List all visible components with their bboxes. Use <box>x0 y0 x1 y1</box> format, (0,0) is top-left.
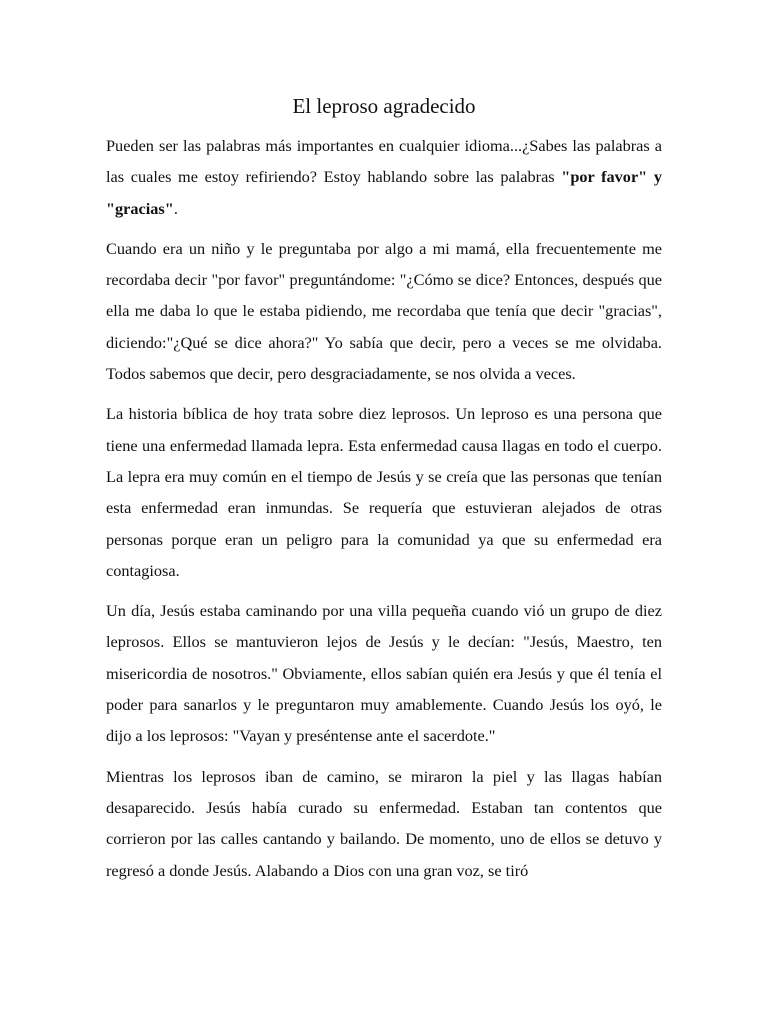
paragraph-4: Un día, Jesús estaba caminando por una villa pequeña cuando vió un grupo de diez leprosos. Ellos se mantuvieron lejos de Jesús y le decían: "Jesús, Maestro, ten misericordia de nosotros." Obviamente, ellos sabían quién era Jesús y que él tenía el poder para sanarlos y le preguntaron muy amablemente. Cuando Jesús los oyó, le dijo a los leprosos: "Vayan y preséntense ante el sacerdote." <box>106 601 662 746</box>
paragraph-1 <box>106 130 662 224</box>
paragraph-5: Mientras los leprosos iban de camino, se miraron la piel y las llagas habían desaparecido. Jesús había curado su enfermedad. Estaban tan contentos que corrieron por las calles cantando y bailando. De momento, uno de ellos se detuvo y regresó a donde Jesús. Alabando a Dios con una gran voz, se tiró <box>106 766 662 880</box>
paragraph-1-bold-words: "por favor" y "gracias" <box>106 167 662 218</box>
paragraph-3: La historia bíblica de hoy trata sobre diez leprosos. Un leproso es una persona que tiene una enfermedad llamada lepra. Esta enfermedad causa llagas en todo el cuerpo. La lepra era muy común en el tiempo de Jesús y se creía que las personas que tenían esta enfermedad eran inmundas. Se requería que estuvieran alejados de otras personas porque eran un peligro para la comunidad ya que su enfermedad era contagiosa. <box>106 404 662 580</box>
document-title: El leproso agradecido <box>292 94 476 118</box>
paragraph-2: Cuando era un niño y le preguntaba por algo a mi mamá, ella frecuentemente me recordaba decir "por favor" preguntándome: "¿Cómo se dice? Entonces, después que ella me daba lo que le estaba pidiendo, me recordaba que tenía que decir "gracias", diciendo:"¿Qué se dice ahora?" Yo sabía que decir, pero a veces se me olvidaba. Todos sabemos que decir, pero desgraciadamente, se nos olvida a veces. <box>106 238 662 384</box>
paragraph-1-end: . <box>173 198 178 218</box>
paragraph-1-text: Pueden ser las palabras más importantes en cualquier idioma...¿Sabes las palabras a las cuales me estoy refiriendo? Estoy hablando sobre las palabras <box>106 136 662 187</box>
